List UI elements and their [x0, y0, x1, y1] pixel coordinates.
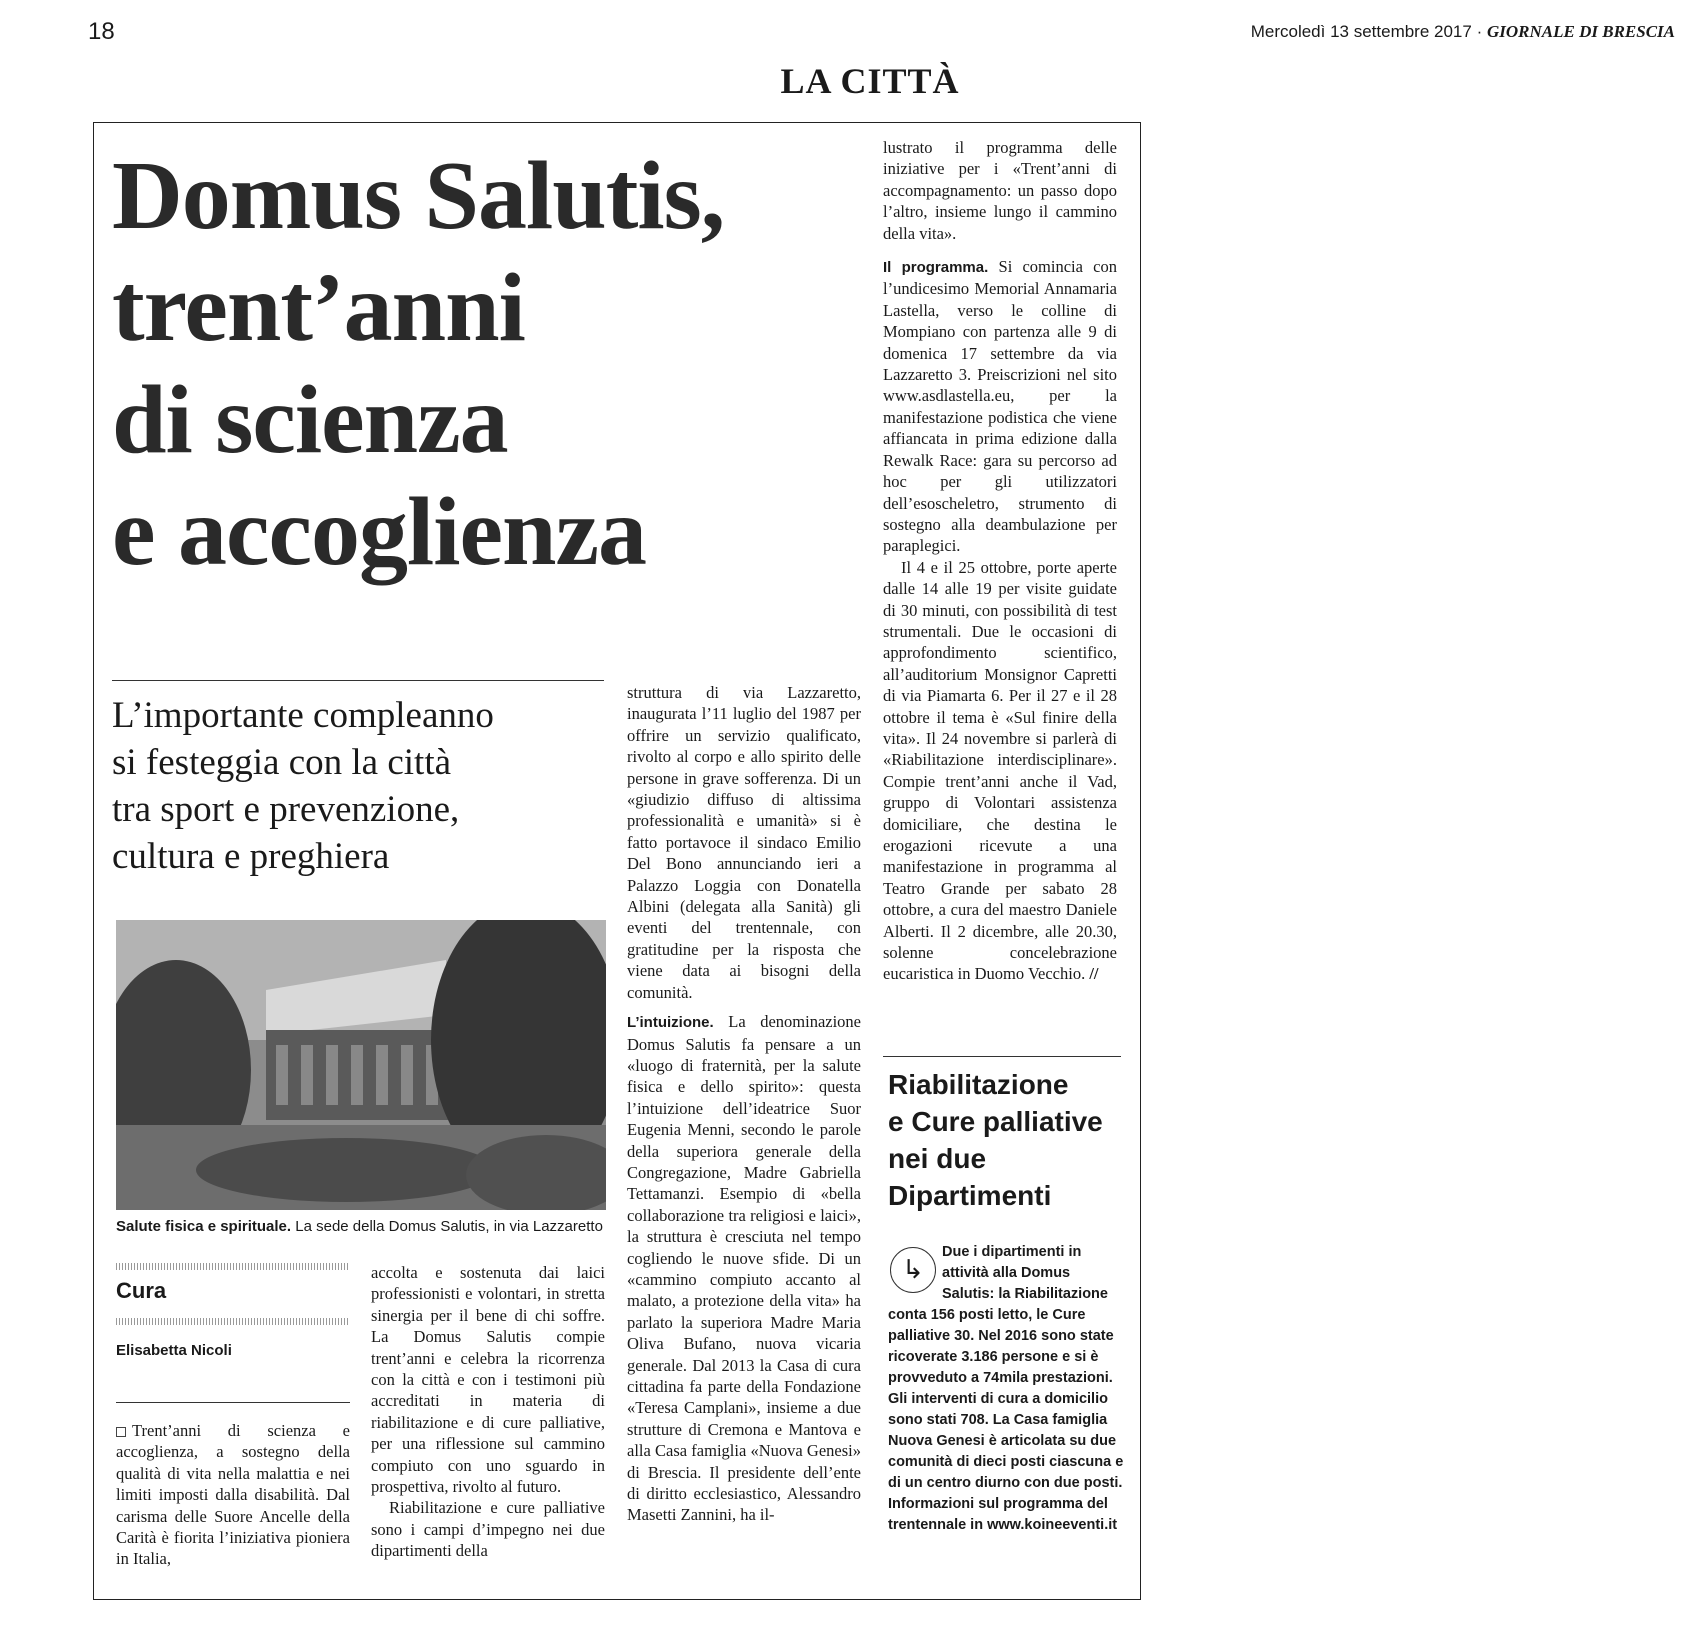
sidebar-rule: [883, 1056, 1121, 1057]
byline: Elisabetta Nicoli: [116, 1342, 232, 1359]
byline-rule: [116, 1402, 350, 1403]
subheadline: [112, 692, 612, 880]
photo-caption: [116, 1218, 616, 1235]
caption-text: La sede della Domus Salutis, in via Lazzaretto: [291, 1218, 603, 1235]
column-text: lustrato il programma delle iniziative per i «Trent’anni di accompagnamento: un passo dopo l’altro, insieme lungo il cammino della vita».: [883, 138, 1117, 243]
dateline-separator: ·: [1476, 22, 1483, 41]
column-text: Il 4 e il 25 ottobre, porte aperte dalle 14 alle 19 per visite guidate di 30 minuti, con possibilità di test strumentali. Due le occasioni di approfondimento scientifico, all’auditorium Monsignor Capretti di via Piamarta 6. Per il 27 e il 28 ottobre il tema è «Sul finire della vita». Il 24 novembre si parlerà di «Riabilitazione interdisciplinare». Compie trent’anni anche il Vad, gruppo di Volontari assistenza domiciliare, che destina le erogazioni ricevute a una manifestazione in programma al Teatro Grande per sabato 28 ottobre, a cura del maestro Daniele Alberti. Il 2 dicembre, alle 20.30, solenne concelebrazione eucaristica in Duomo Vecchio.: [883, 557, 1117, 984]
headline-line: e accoglienza: [112, 478, 646, 586]
headline-line: di scienza: [112, 366, 508, 474]
sidebar-text-block: [888, 1242, 1124, 1536]
sidebar-title-line: nei due: [888, 1143, 987, 1174]
dateline: [1251, 22, 1675, 42]
headline-line: Domus Salutis,: [112, 142, 725, 250]
paragraph-subhead: L’intuizione.: [627, 1014, 714, 1032]
headline: [112, 140, 892, 588]
article-column-1: [116, 1420, 350, 1570]
article-column-2: [371, 1262, 605, 1562]
headline-line: trent’anni: [112, 254, 525, 362]
caption-lead: Salute fisica e spirituale.: [116, 1218, 292, 1235]
issue-date: Mercoledì 13 settembre 2017: [1250, 22, 1472, 41]
sidebar-title-line: e Cure palliative: [888, 1106, 1103, 1137]
end-mark: //: [1089, 964, 1099, 984]
kicker-top-stripe: [116, 1263, 350, 1270]
sidebar-text: Due i dipartimenti in attività alla Domus Salutis: la Riabilitazione conta 156 posti letto, le Cure palliative 30. Nel 2016 sono state ricoverate 3.186 persone e si è provveduto a 74mila prestazioni. Gli interventi di cura a domicilio sono stati 708. La Casa famiglia Nuova Genesi è articolata su due comunità di dieci posti ciascuna e di un centro diurno con due posti. Informazioni sul programma del trentennale in www.koineeventi.it: [888, 1244, 1124, 1533]
subheadline-line: si festeggia con la città: [112, 742, 452, 783]
sidebar-title: [888, 1066, 1128, 1214]
building-photo: [116, 920, 606, 1210]
column-text: Si comincia con l’undicesimo Memorial Annamaria Lastella, verso le colline di Mompiano con partenza alle 9 di domenica 17 settembre da via Lazzaretto 3. Preiscrizioni nel sito www.asdlastella.eu, per la manifestazione podistica che viene affiancata in prima edizione dalla Rewalk Race: gara su percorso ad hoc per gli utilizzatori dell’esoscheletro, strumento di sostegno alla deambulazione per paraplegici.: [883, 257, 1117, 556]
subheadline-line: L’importante compleanno: [112, 695, 494, 736]
article-column-3: [627, 682, 861, 1526]
column-text: Riabilitazione e cure palliative sono i campi d’impegno nei due dipartimenti della: [371, 1498, 605, 1561]
column-text: La denominazione Domus Salutis fa pensare a un «luogo di fraternità, per la salute fisica e dello spirito»: questa l’intuizione dell’ideatrice Suor Eugenia Menni, secondo le parole della superiora generale della Congregazione, Madre Gabriella Tettamanzi. Esempio di «bella collaborazione tra religiosi e laici», la struttura è cresciuta nel tempo cogliendo le nuove sfide. Di un «cammino compiuto accanto al malato, a protezione della vita» ha parlato la superiora Madre Maria Oliva Bufano, nuova vicaria generale. Dal 2013 la Casa di cura cittadina fa parte della Fondazione «Teresa Camplani», insieme a due strutture di Cremona e Mantova e alla Casa famiglia «Nuova Genesi» di Brescia. Il presidente dell’ente di diritto ecclesiastico, Alessandro Masetti Zannini, ha il-: [627, 1012, 861, 1525]
page-number: 18: [88, 18, 115, 45]
paragraph-subhead: Il programma.: [883, 259, 989, 277]
kicker-bottom-stripe: [116, 1318, 350, 1325]
column-text: struttura di via Lazzaretto, inaugurata l’11 luglio del 1987 per offrire un servizio qualificato, rivolto al corpo e allo spirito delle persone in grave sofferenza. Di un «giudizio diffuso di altissima professionalità e umanità» si è fatto portavoce il sindaco Emilio Del Bono annunciando ieri a Palazzo Loggia con Donatella Albini (delegata alla Sanità) gli eventi del trentennale, con gratitudine per la risposta che viene data ai bisogni della comunità.: [627, 683, 861, 1002]
section-title: LA CITTÀ: [780, 61, 960, 101]
subheadline-line: cultura e preghiera: [112, 836, 390, 877]
sidebar-title-line: Riabilitazione: [888, 1069, 1069, 1100]
subheadline-line: tra sport e prevenzione,: [112, 789, 460, 830]
paragraph-bullet-icon: [116, 1427, 126, 1437]
newspaper-name: GIORNALE DI BRESCIA: [1486, 22, 1675, 41]
subheadline-rule: [112, 680, 604, 681]
arrow-icon: ↳: [890, 1247, 936, 1293]
building-photo-illustration: [116, 920, 606, 1210]
sidebar-title-line: Dipartimenti: [888, 1180, 1052, 1211]
column-text: accolta e sostenuta dai laici professionisti e volontari, in stretta sinergia per il bene di chi soffre. La Domus Salutis compie trent’anni e celebra la ricorrenza con la città e con i testimoni più accreditati in materia di riabilitazione e di cure palliative, per una riflessione sul cammino compiuto con uno sguardo in prospettiva, rivolto al futuro.: [371, 1263, 605, 1497]
article-column-4: [883, 137, 1117, 985]
column-text: Trent’anni di scienza e accoglienza, a sostegno della qualità di vita nella malattia e nei limiti imposti dalla disabilità. Dal carisma delle Suore Ancelle della Carità è fiorita l’iniziativa pioniera in Italia,: [116, 1421, 350, 1569]
kicker: Cura: [116, 1278, 167, 1303]
